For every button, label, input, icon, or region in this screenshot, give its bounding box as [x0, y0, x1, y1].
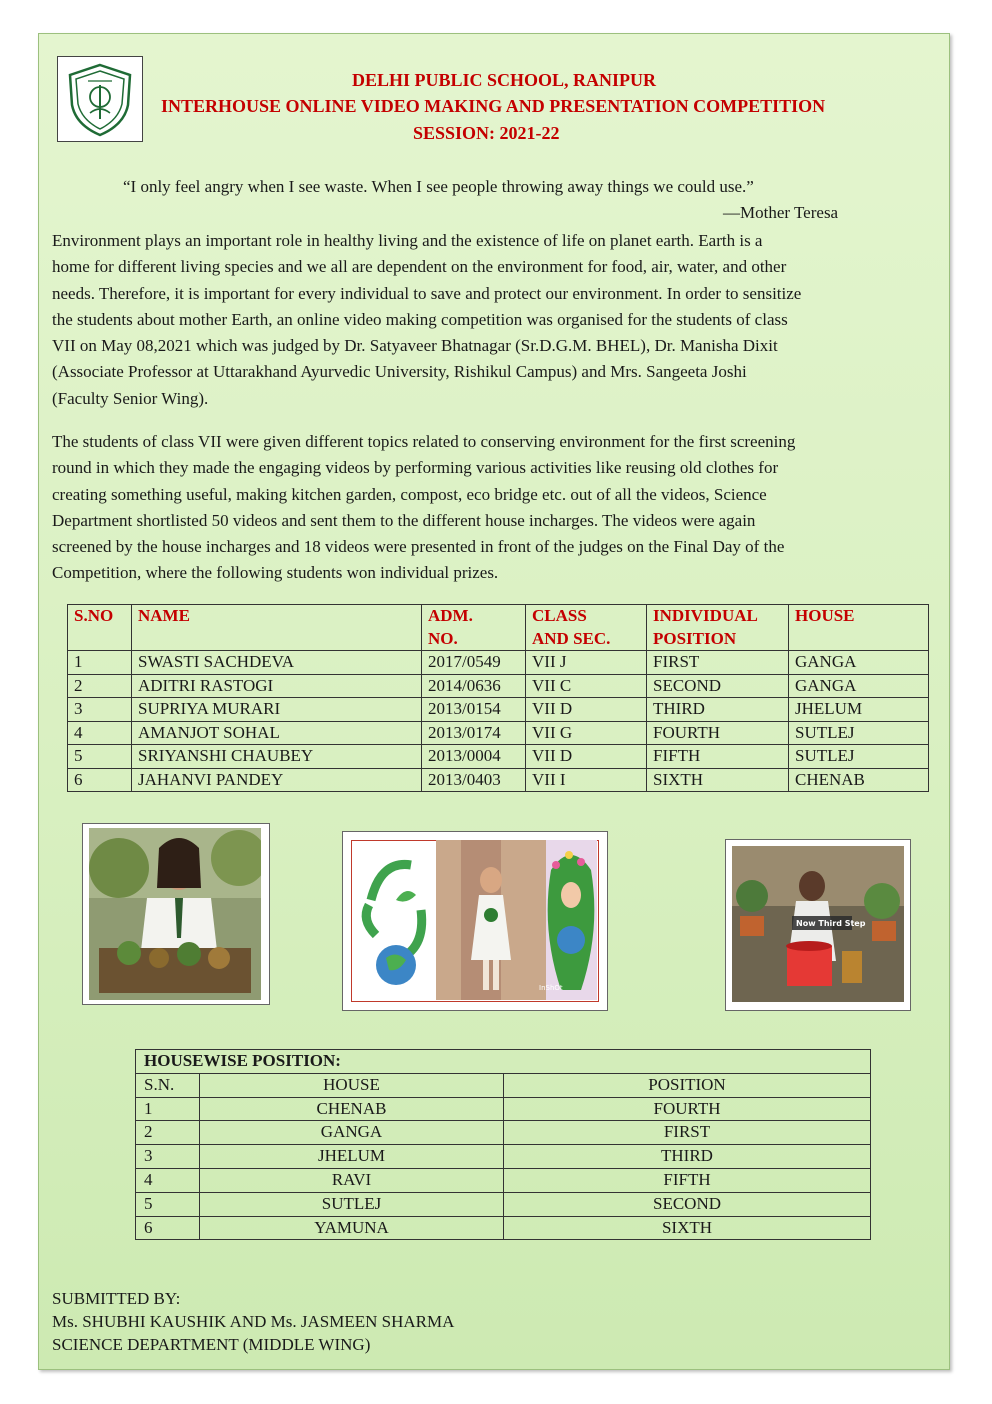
cell-name: SWASTI SACHDEVA [132, 651, 422, 675]
cell-sn: 6 [136, 1216, 200, 1240]
table-row [68, 768, 929, 792]
cell-house: CHENAB [789, 768, 929, 792]
paragraph-line: (Faculty Senior Wing). [52, 388, 209, 408]
cell-sn: 4 [136, 1168, 200, 1192]
paragraph-line: creating something useful, making kitchen garden, compost, eco bridge etc. out of all the videos, Science [52, 484, 767, 504]
competition-title: INTERHOUSE ONLINE VIDEO MAKING AND PRESENTATION COMPETITION [161, 96, 826, 116]
table-row [68, 721, 929, 745]
housewise-table [135, 1049, 871, 1240]
school-crest-icon [58, 57, 142, 141]
details-paragraph [52, 429, 942, 587]
table-row [136, 1097, 871, 1121]
compost-photo-icon [732, 846, 904, 1002]
paragraph-line: screened by the house incharges and 18 videos were presented in front of the judges on the Final Day of the [52, 537, 785, 557]
cell-position: FIRST [504, 1121, 871, 1145]
cell-house: SUTLEJ [789, 721, 929, 745]
school-logo [57, 56, 143, 142]
cell-class: VII I [526, 768, 647, 792]
paragraph-line: (Associate Professor at Uttarakhand Ayurvedic University, Rishikul Campus) and Mrs. Sangeeta Joshi [52, 362, 747, 382]
photo-caption: Now Third Step [796, 919, 866, 928]
cell-name: AMANJOT SOHAL [132, 721, 422, 745]
cell-sno: 5 [68, 745, 132, 769]
cell-house: JHELUM [789, 698, 929, 722]
cell-house: SUTLEJ [789, 745, 929, 769]
cell-name: JAHANVI PANDEY [132, 768, 422, 792]
cell-house: JHELUM [200, 1145, 504, 1169]
paragraph-line: Department shortlisted 50 videos and sent them to the different house incharges. The videos were again [52, 510, 756, 530]
cell-position: FIFTH [647, 745, 789, 769]
cell-position: FIFTH [504, 1168, 871, 1192]
table-row [68, 745, 929, 769]
cell-sno: 6 [68, 768, 132, 792]
cell-position: THIRD [504, 1145, 871, 1169]
inshot-watermark: InShOt [539, 984, 563, 992]
table-row [136, 1216, 871, 1240]
garden-photo-icon [89, 828, 261, 1000]
cell-sn: 3 [136, 1145, 200, 1169]
column-header-adm: ADM. NO. [422, 605, 526, 651]
cell-name: SUPRIYA MURARI [132, 698, 422, 722]
cell-position: FOURTH [647, 721, 789, 745]
submitted-by-label: SUBMITTED BY: [52, 1289, 181, 1308]
cell-house: RAVI [200, 1168, 504, 1192]
cell-class: VII D [526, 745, 647, 769]
cell-position: FIRST [647, 651, 789, 675]
cell-position: THIRD [647, 698, 789, 722]
cell-house: YAMUNA [200, 1216, 504, 1240]
quote-text: “I only feel angry when I see waste. When I see people throwing away things we could use.” [123, 177, 754, 196]
table-row [136, 1121, 871, 1145]
table-row [68, 674, 929, 698]
cell-position: SECOND [504, 1192, 871, 1216]
cell-class: VII D [526, 698, 647, 722]
winners-table [67, 604, 929, 792]
cell-house: CHENAB [200, 1097, 504, 1121]
cell-house: GANGA [789, 651, 929, 675]
cell-sno: 1 [68, 651, 132, 675]
cell-position: SIXTH [504, 1216, 871, 1240]
paragraph-line: Environment plays an important role in healthy living and the existence of life on planet earth. Earth is a [52, 231, 763, 250]
cell-sn: 2 [136, 1121, 200, 1145]
paragraph-line: home for different living species and we all are dependent on the environment for food, air, water, and other [52, 257, 787, 277]
student-photo-collage [342, 831, 608, 1011]
housewise-title-row [136, 1050, 871, 1074]
table-row [136, 1192, 871, 1216]
cell-adm: 2014/0636 [422, 674, 526, 698]
table-row [68, 698, 929, 722]
column-header-sno: S.NO [68, 605, 132, 651]
cell-sno: 3 [68, 698, 132, 722]
cell-adm: 2013/0174 [422, 721, 526, 745]
student-photo-garden [82, 823, 270, 1005]
intro-paragraph [52, 228, 942, 412]
table-row [68, 651, 929, 675]
cell-adm: 2013/0154 [422, 698, 526, 722]
cell-house: GANGA [200, 1121, 504, 1145]
cell-adm: 2013/0403 [422, 768, 526, 792]
cell-sno: 4 [68, 721, 132, 745]
paragraph-line: The students of class VII were given different topics related to conserving environment for the first screening [52, 432, 796, 451]
housewise-header-row [136, 1073, 871, 1097]
table-row [136, 1145, 871, 1169]
paragraph-line: round in which they made the engaging videos by performing various activities like reusing old clothes for [52, 458, 779, 478]
cell-position: SECOND [647, 674, 789, 698]
collage-photo-icon [351, 840, 597, 1000]
cell-class: VII G [526, 721, 647, 745]
paragraph-line: Competition, where the following students won individual prizes. [52, 563, 499, 583]
housewise-title: HOUSEWISE POSITION: [136, 1050, 871, 1074]
column-header-house: HOUSE [200, 1073, 504, 1097]
column-header-name: NAME [132, 605, 422, 651]
cell-class: VII J [526, 651, 647, 675]
column-header-position: POSITION [504, 1073, 871, 1097]
session-label: SESSION: 2021-22 [413, 123, 560, 143]
column-header-class: CLASS AND SEC. [526, 605, 647, 651]
cell-adm: 2013/0004 [422, 745, 526, 769]
column-header-house: HOUSE [789, 605, 929, 651]
cell-name: SRIYANSHI CHAUBEY [132, 745, 422, 769]
cell-sn: 1 [136, 1097, 200, 1121]
cell-sn: 5 [136, 1192, 200, 1216]
school-name: DELHI PUBLIC SCHOOL, RANIPUR [352, 70, 657, 90]
department-name: SCIENCE DEPARTMENT (MIDDLE WING) [52, 1335, 371, 1354]
cell-sno: 2 [68, 674, 132, 698]
report-page [38, 33, 950, 1370]
submitter-names: Ms. SHUBHI KAUSHIK AND Ms. JASMEEN SHARMA [52, 1312, 455, 1331]
cell-house: GANGA [789, 674, 929, 698]
cell-position: FOURTH [504, 1097, 871, 1121]
paragraph-line: needs. Therefore, it is important for every individual to save and protect our environment. In order to sensitize [52, 283, 802, 303]
student-photo-compost [725, 839, 911, 1011]
cell-house: SUTLEJ [200, 1192, 504, 1216]
cell-class: VII C [526, 674, 647, 698]
cell-position: SIXTH [647, 768, 789, 792]
column-header-position: INDIVIDUAL POSITION [647, 605, 789, 651]
cell-name: ADITRI RASTOGI [132, 674, 422, 698]
cell-adm: 2017/0549 [422, 651, 526, 675]
quote-author: —Mother Teresa [723, 203, 839, 222]
table-row [136, 1168, 871, 1192]
paragraph-line: VII on May 08,2021 which was judged by Dr. Satyaveer Bhatnagar (Sr.D.G.M. BHEL), Dr. Manisha Dixit [52, 336, 778, 356]
winners-header-row [68, 605, 929, 651]
column-header-sn: S.N. [136, 1073, 200, 1097]
paragraph-line: the students about mother Earth, an online video making competition was organised for the students of class [52, 309, 788, 329]
